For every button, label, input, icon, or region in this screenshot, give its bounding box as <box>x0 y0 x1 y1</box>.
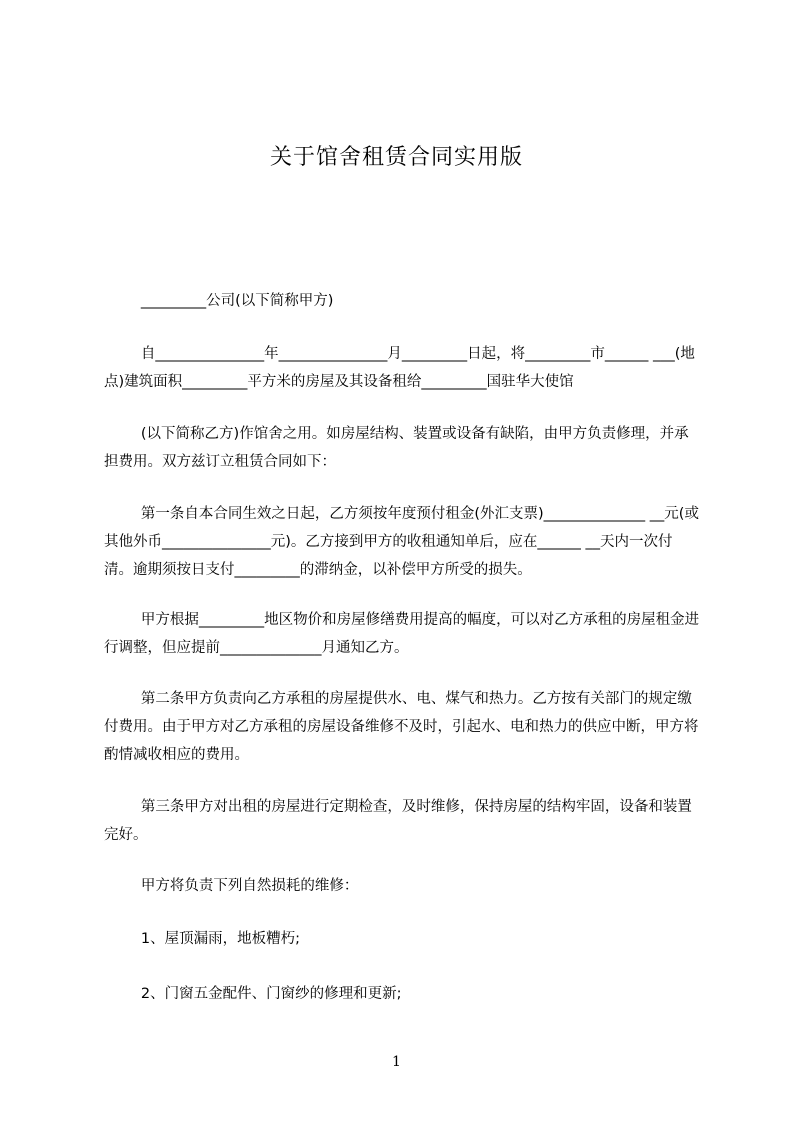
paragraph-party-b: (以下简称乙方)作馆舍之用。如房屋结构、装置或设备有缺陷，由甲方负责修理，并承担费用。双方兹订立租赁合同如下： <box>104 426 689 470</box>
page-number: 1 <box>392 1054 401 1070</box>
paragraph-lease-term: 自_______________年_______________月_________日起，将_________市______ ___(地点)建筑面积_________平方米的房屋及其设备租给_________国驻华大使馆 <box>104 346 695 390</box>
paragraph-article-1: 第一条自本合同生效之日起，乙方须按年度预付租金(外汇支票)______________ __元(或其他外币_______________元)。乙方接到甲方的收租通知单后，应在______ __天内一次付清。逾期须按日支付_________的滞纳金，以补偿甲方所受的损失。 <box>104 506 699 578</box>
paragraph-article-2: 第二条甲方负责向乙方承租的房屋提供水、电、煤气和热力。乙方按有关部门的规定缴付费用。由于甲方对乙方承租的房屋设备维修不及时，引起水、电和热力的供应中断，甲方将酌情减收相应的费用。 <box>104 691 699 763</box>
list-item-1: 1、屋顶漏雨，地板糟朽; <box>104 931 300 947</box>
paragraph-party-a: _________公司(以下简称甲方) <box>104 293 334 309</box>
list-item-2: 2、门窗五金配件、门窗纱的修理和更新; <box>104 986 402 1002</box>
paragraph-rent-adjustment: 甲方根据_________地区物价和房屋修缮费用提高的幅度，可以对乙方承租的房屋租金进行调整，但应提前______________月通知乙方。 <box>104 612 700 656</box>
document-title: 关于馆舍租赁合同实用版 <box>269 145 523 170</box>
paragraph-maintenance-intro: 甲方将负责下列自然损耗的维修： <box>104 878 359 894</box>
paragraph-article-3: 第三条甲方对出租的房屋进行定期检查，及时维修，保持房屋的结构牢固，设备和装置完好。 <box>104 799 692 843</box>
